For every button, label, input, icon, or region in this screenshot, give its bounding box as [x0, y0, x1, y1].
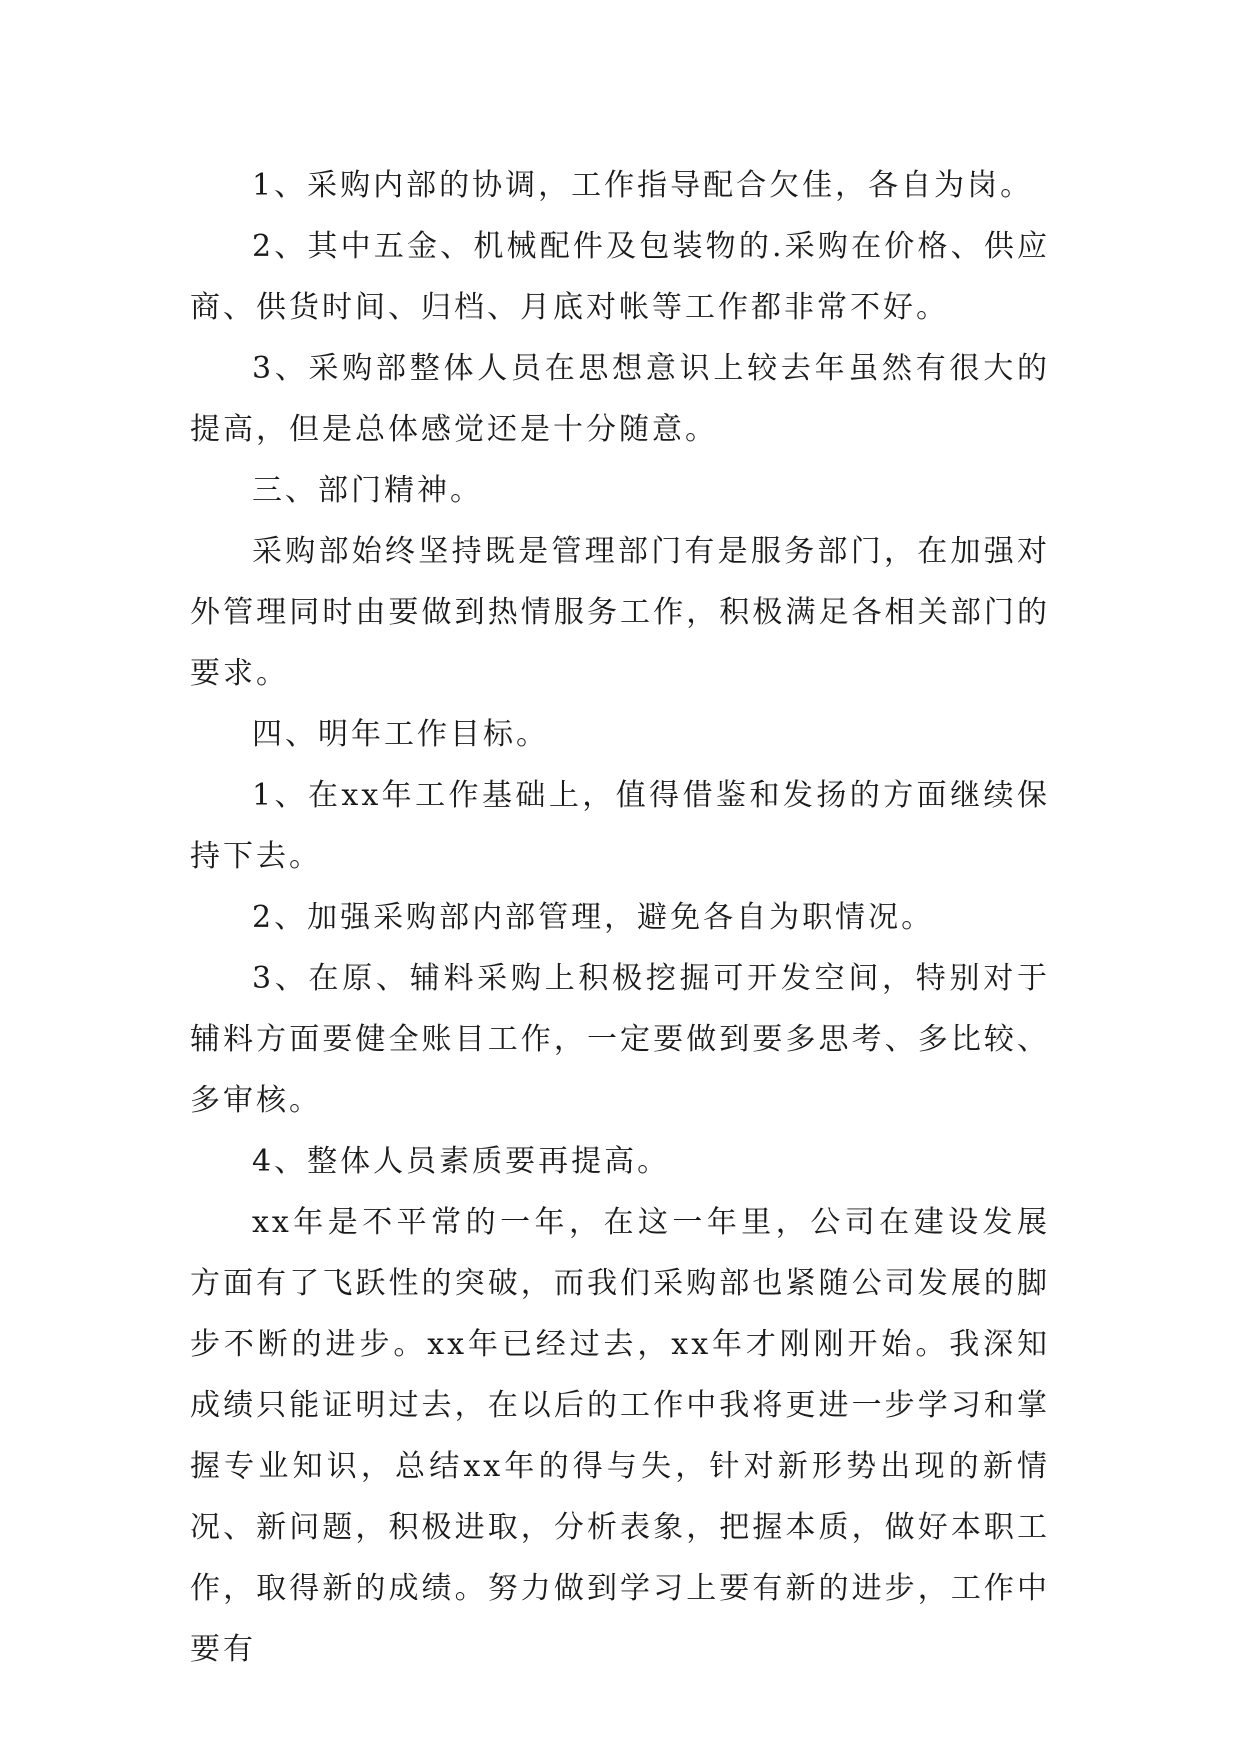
paragraph-2: 2、其中五金、机械配件及包装物的.采购在价格、供应商、供货时间、归档、月底对帐等工作都非常不好。	[190, 229, 1050, 325]
paragraph-1: 1、采购内部的协调，工作指导配合欠佳，各自为岗。	[252, 168, 1034, 203]
paragraph-5: 采购部始终坚持既是管理部门有是服务部门，在加强对外管理同时由要做到热情服务工作，积极满足各相关部门的要求。	[190, 534, 1050, 691]
paragraph-9: 3、在原、辅料采购上积极挖掘可开发空间，特别对于辅料方面要健全账目工作，一定要做到要多思考、多比较、多审核。	[190, 961, 1050, 1118]
paragraph-8: 2、加强采购部内部管理，避免各自为职情况。	[252, 900, 935, 935]
paragraph-7: 1、在xx年工作基础上，值得借鉴和发扬的方面继续保持下去。	[190, 778, 1050, 874]
section-heading-4: 四、明年工作目标。	[252, 717, 549, 752]
paragraph-11: xx年是不平常的一年，在这一年里，公司在建设发展方面有了飞跃性的突破，而我们采购部也紧随公司发展的脚步不断的进步。xx年已经过去，xx年才刚刚开始。我深知成绩只能证明过去，在以后的工作中我将更进一步学习和掌握专业知识，总结xx年的得与失，针对新形势出现的新情况、新问题，积极进取，分析表象，把握本质，做好本职工作，取得新的成绩。努力做到学习上要有新的进步，工作中要有	[190, 1205, 1050, 1667]
paragraph-10: 4、整体人员素质要再提高。	[252, 1144, 671, 1179]
section-heading-3: 三、部门精神。	[252, 473, 483, 508]
paragraph-3: 3、采购部整体人员在思想意识上较去年虽然有很大的提高，但是总体感觉还是十分随意。	[190, 351, 1050, 447]
document-body	[190, 155, 1050, 1680]
